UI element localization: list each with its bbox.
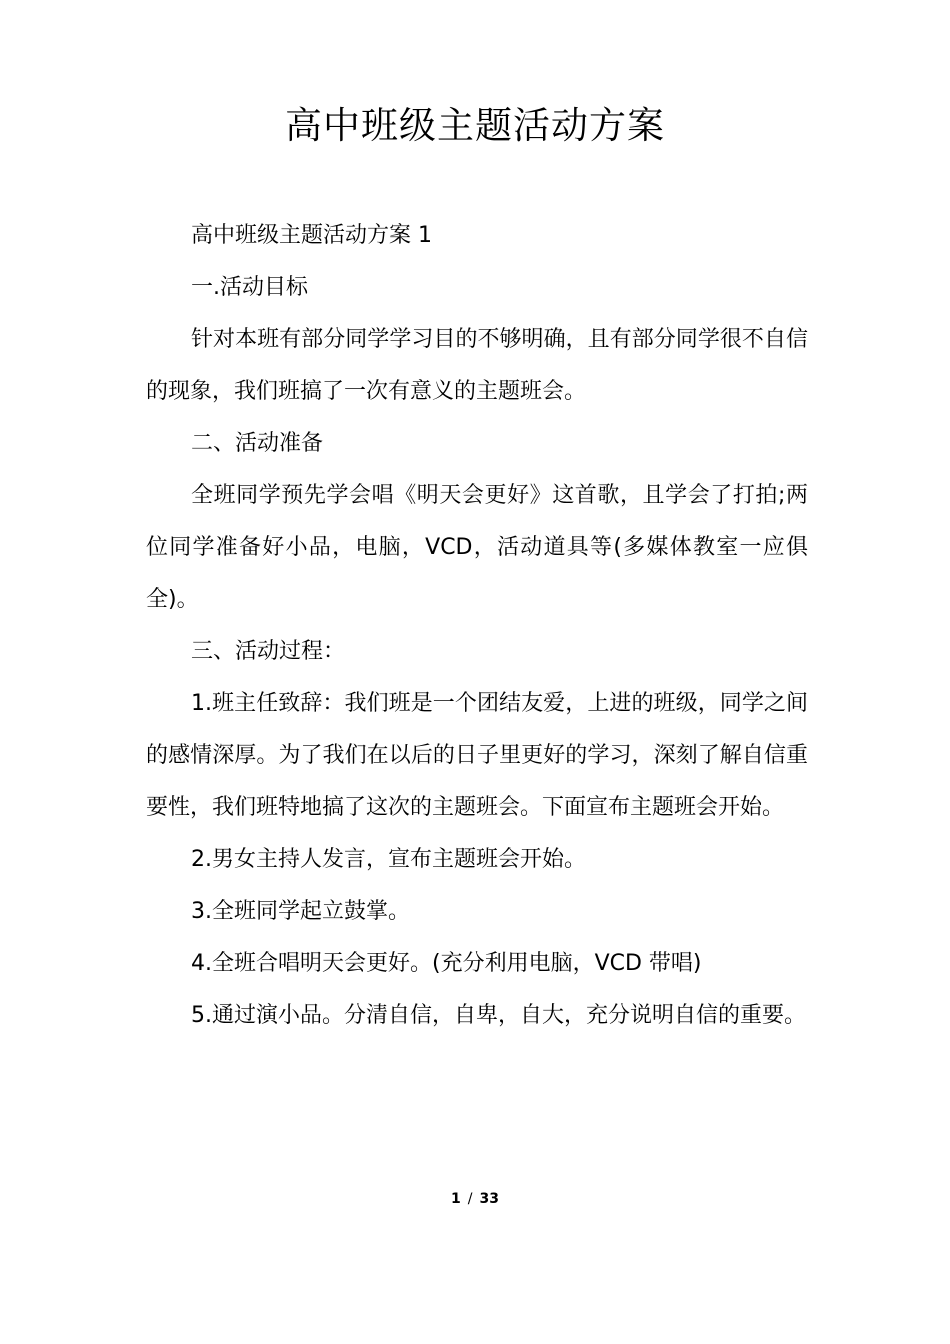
list-item: 1.班主任致辞：我们班是一个团结友爱，上进的班级，同学之间的感情深厚。为了我们在以后的日子里更好的学习，深刻了解自信重要性，我们班特地搞了这次的主题班会。下面宣布主题班会开始。 xyxy=(146,691,808,820)
current-page-number: 1 xyxy=(451,1191,461,1207)
page-separator: / xyxy=(467,1191,473,1207)
section-heading-goal: 一.活动目标 xyxy=(191,275,308,300)
page-number-footer xyxy=(0,1189,950,1209)
body-paragraph: 全班同学预先学会唱《明天会更好》这首歌，且学会了打拍;两位同学准备好小品，电脑，VCD，活动道具等(多媒体教室一应俱全)。 xyxy=(146,483,808,612)
section-heading-process: 三、活动过程： xyxy=(191,639,346,664)
section-heading-plan-1: 高中班级主题活动方案 1 xyxy=(191,223,432,248)
list-item: 3.全班同学起立鼓掌。 xyxy=(191,899,410,924)
body-paragraph: 针对本班有部分同学学习目的不够明确，且有部分同学很不自信的现象，我们班搞了一次有意义的主题班会。 xyxy=(146,327,808,404)
total-pages-number: 33 xyxy=(479,1191,499,1207)
section-heading-preparation: 二、活动准备 xyxy=(191,431,324,456)
document-body xyxy=(146,210,808,1042)
list-item: 4.全班合唱明天会更好。(充分利用电脑，VCD 带唱) xyxy=(191,951,702,976)
list-item: 2.男女主持人发言，宣布主题班会开始。 xyxy=(191,847,586,872)
document-title: 高中班级主题活动方案 xyxy=(285,104,665,147)
list-item: 5.通过演小品。分清自信，自卑，自大，充分说明自信的重要。 xyxy=(191,1003,806,1028)
